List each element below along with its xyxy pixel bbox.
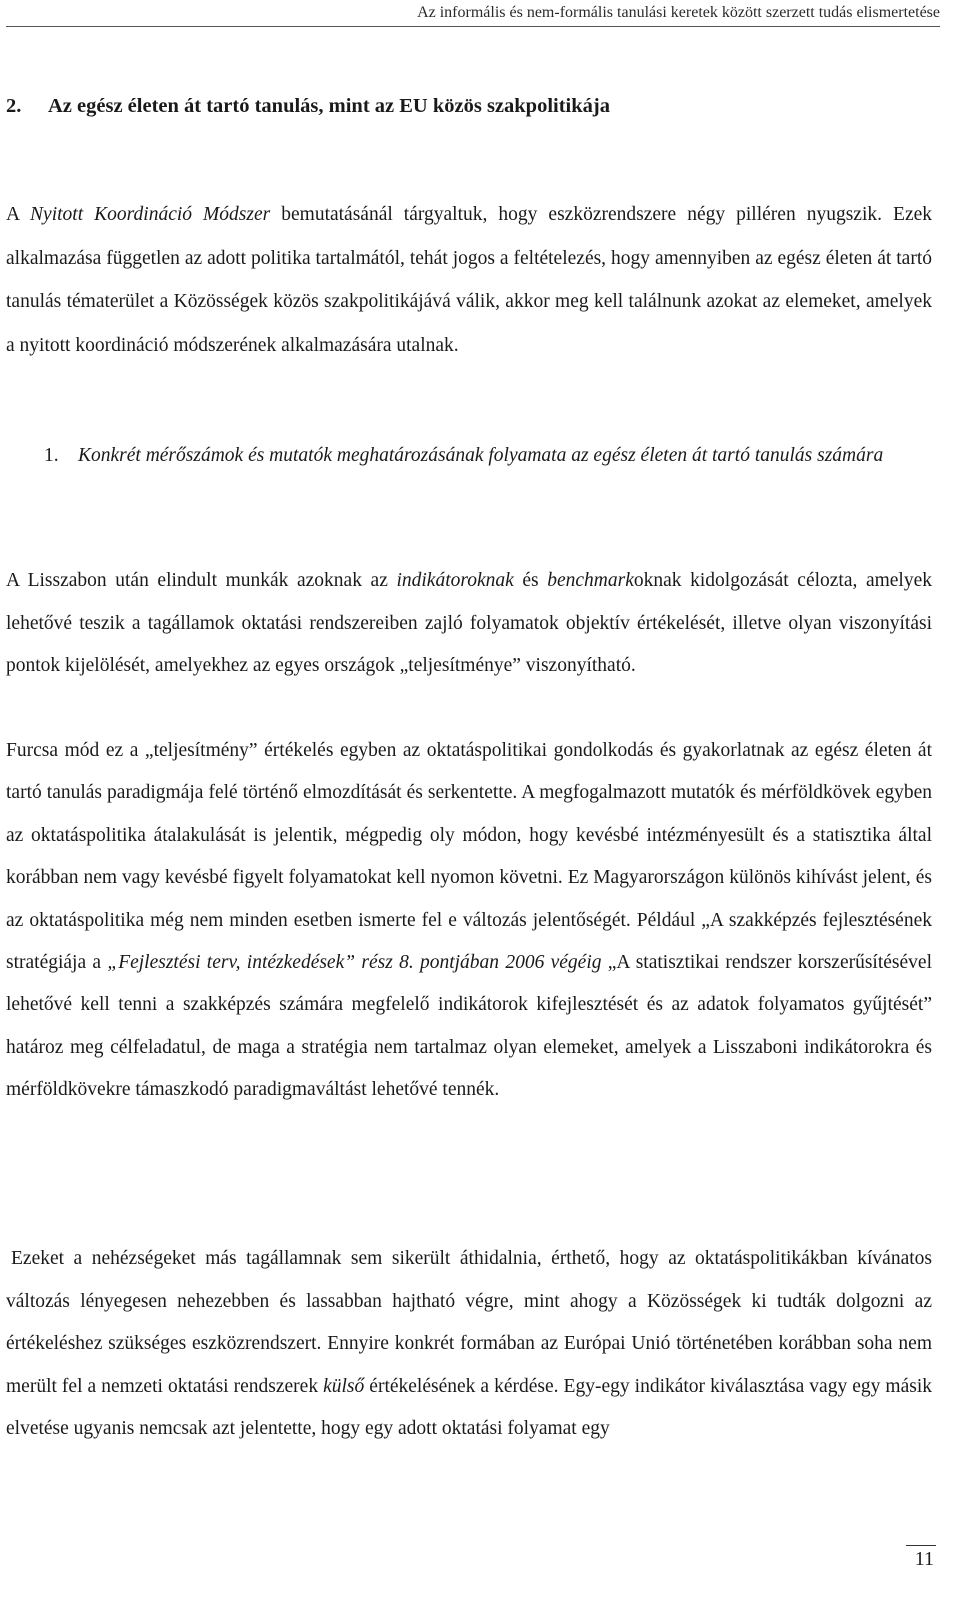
text-run: Ezeket a nehézségeket más tagállamnak sem sikerült áthidalnia, érthető, hogy az oktatáspolitikákban kívánatos változás lényegesen nehezebben és lassabban hajtható végre, mint ahogy a Közösségek ki tudták dolgozni az értékeléshez szükséges eszközrendszert. Ennyire konkrét formában az Európai Unió történetében korábban soha nem merült fel a nemzeti oktatási rendszerek — [6, 1248, 932, 1397]
italic-term: Nyitott Koordináció Módszer — [30, 204, 271, 225]
page-number-rule — [906, 1545, 936, 1546]
italic-term: indikátoroknak — [396, 570, 514, 591]
paragraph-indicators — [6, 560, 932, 688]
page-number: 11 — [914, 1548, 934, 1570]
italic-quote: „Fejlesztési terv, intézkedések” rész 8. pontjában 2006 végéig — [107, 952, 602, 974]
chapter-heading — [6, 95, 940, 118]
text-run: „A statisztikai rendszer korszerűsítésével lehetővé kell tenni a szakképzés számára megfelelő indikátorok kifejlesztését és az adatok folyamatos gyűjtését” határoz meg célfeladatul, de maga a stratégia nem tartalmaz olyan elemeket, amelyek a Lisszaboni indikátorokra és mérföldkövekre támaszkodó paradigmaváltást lehetővé tennék. — [6, 952, 932, 1101]
subsection-heading — [6, 434, 932, 478]
subsection-title: Konkrét mérőszámok és mutatók meghatározásának folyamata az egész életen át tartó tanulás számára — [78, 445, 884, 466]
italic-term: benchmark — [547, 570, 634, 591]
chapter-title: Az egész életen át tartó tanulás, mint az EU közös szakpolitikája — [48, 95, 610, 117]
italic-term: külső — [323, 1375, 365, 1397]
text-run: oknak kidolgozását célozta, amelyek lehetővé teszik a tagállamok oktatási rendszereiben zajló folyamatok objektív értékelését, illetve olyan viszonyítási pontok kijelölését, amelyekhez az egyes országok „teljesítménye” viszonyítható. — [6, 570, 933, 676]
chapter-number: 2. — [6, 95, 22, 117]
paragraph-intro — [6, 193, 932, 367]
text-run: bemutatásánál tárgyaltuk, hogy eszközrendszere négy pilléren nyugszik. Ezek alkalmazása független az adott politika tartalmától, tehát jogos a feltételezés, hogy amennyiben az egész életen át tartó tanulás tématerület a Közösségek közös szakpolitikájává válik, akkor meg kell találnunk azokat az elemeket, amelyek a nyitott koordináció módszerének alkalmazására utalnak. — [6, 204, 933, 356]
text-run: A Lisszabon után elindult munkák azoknak az — [6, 570, 397, 591]
text-run: A — [6, 204, 31, 225]
text-run: és — [513, 570, 548, 591]
paragraph-difficulties — [6, 1238, 932, 1451]
running-header: Az informális és nem-formális tanulási keretek között szerzett tudás elismertetése — [6, 4, 940, 27]
text-run: Furcsa mód ez a „teljesítmény” értékelés egyben az oktatáspolitikai gondolkodás és gyakorlatnak az egész életen át tartó tanulás paradigmája felé történő elmozdítását és serkentette. A megfogalmazott mutatók és mérföldkövek egyben az oktatáspolitika átalakulását is jelentik, mégpedig oly módon, hogy kevésbé intézményesült és a statisztika által korábban nem vagy kevésbé figyelt folyamatokat kell nyomon követni. Ez Magyarországon különös kihívást jelent, és az oktatáspolitika még nem minden esetben ismerte fel e változás jelentőségét. Például „A szakképzés fejlesztésének stratégiája a — [6, 740, 932, 974]
paragraph-performance — [6, 730, 932, 1112]
subsection-number: 1. — [44, 445, 59, 466]
text-run: értékelésének a kérdése. Egy-egy indikátor kiválasztása vagy egy másik elvetése ugyanis nemcsak azt jelentette, hogy egy adott oktatási folyamat egy — [6, 1375, 932, 1439]
